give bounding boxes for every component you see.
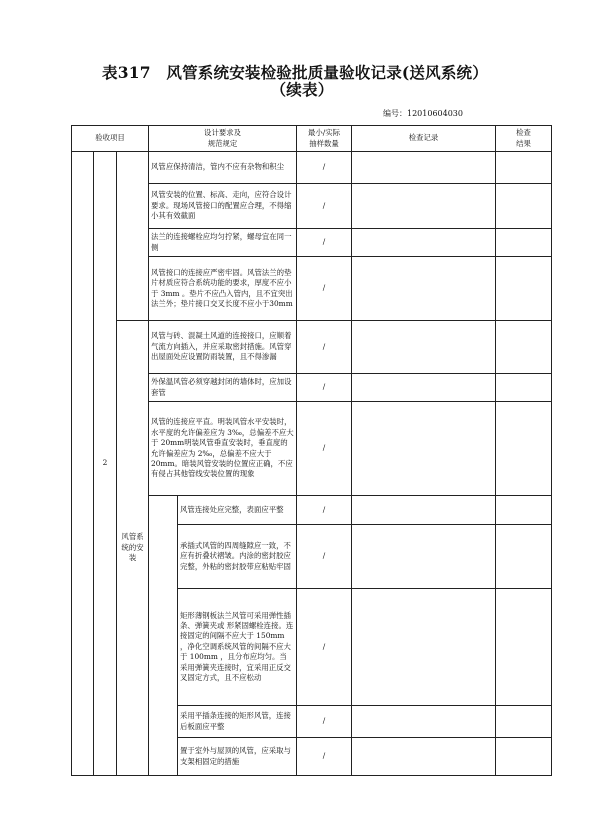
record-cell[interactable] bbox=[352, 229, 496, 257]
inspection-table bbox=[71, 125, 552, 776]
sample-count: / bbox=[297, 257, 352, 321]
sample-count: / bbox=[297, 738, 352, 776]
record-cell[interactable] bbox=[352, 152, 496, 184]
requirement-text: 置于室外与屋顶的风管，应采取与支架相固定的措施 bbox=[178, 738, 297, 776]
record-cell[interactable] bbox=[352, 374, 496, 402]
record-cell[interactable] bbox=[352, 496, 496, 525]
result-cell[interactable] bbox=[496, 402, 552, 496]
page-title bbox=[0, 64, 590, 98]
record-cell[interactable] bbox=[352, 321, 496, 374]
col-record: 检查记录 bbox=[352, 126, 496, 152]
title-line-2: （续表） bbox=[270, 80, 334, 99]
requirement-text: 外保温风管必须穿越封闭的墙体时，应加设套管 bbox=[149, 374, 297, 402]
sample-count: / bbox=[297, 152, 352, 184]
requirement-text: 采用平插条连接的矩形风管，连接后板面应平整 bbox=[178, 706, 297, 738]
result-cell[interactable] bbox=[496, 738, 552, 776]
requirement-text: 风管接口的连接应严密牢固。风管法兰的垫片材质应符合系统功能的要求，厚度不应小于 3mm 。垫片不应凸入管内，且不宜突出法兰外；垫片接口交叉长度不应小于30mm bbox=[149, 257, 297, 321]
result-cell[interactable] bbox=[496, 589, 552, 706]
result-cell[interactable] bbox=[496, 374, 552, 402]
result-cell[interactable] bbox=[496, 257, 552, 321]
code-value: 12010604030 bbox=[407, 109, 463, 118]
result-cell[interactable] bbox=[496, 525, 552, 589]
sample-count: / bbox=[297, 496, 352, 525]
result-cell[interactable] bbox=[496, 152, 552, 184]
record-cell[interactable] bbox=[352, 706, 496, 738]
blank-cell bbox=[149, 496, 178, 776]
record-cell[interactable] bbox=[352, 738, 496, 776]
sample-count: / bbox=[297, 321, 352, 374]
sample-count: / bbox=[297, 402, 352, 496]
sample-count: / bbox=[297, 184, 352, 229]
col-item: 验收项目 bbox=[72, 126, 149, 152]
record-cell[interactable] bbox=[352, 525, 496, 589]
requirement-text: 承插式风管的四周缝隙应一致，不应有折叠状褶皱。内涂的密封胶应完整，外粘的密封胶带应粘贴牢固 bbox=[178, 525, 297, 589]
sample-count: / bbox=[297, 589, 352, 706]
result-cell[interactable] bbox=[496, 706, 552, 738]
blank-cell bbox=[117, 152, 149, 321]
col-result: 检查 结果 bbox=[496, 126, 552, 152]
requirement-text: 风管连接处应完整，表面应平整 bbox=[178, 496, 297, 525]
section-number: 2 bbox=[94, 152, 117, 776]
table-row bbox=[72, 321, 552, 374]
requirement-text: 风管应保持清洁，管内不应有杂物和积尘 bbox=[149, 152, 297, 184]
result-cell[interactable] bbox=[496, 184, 552, 229]
col-design: 设计要求及 规范规定 bbox=[149, 126, 297, 152]
table-row bbox=[72, 152, 552, 184]
form-code bbox=[383, 108, 463, 119]
header-row bbox=[72, 126, 552, 152]
sample-count: / bbox=[297, 706, 352, 738]
record-cell[interactable] bbox=[352, 184, 496, 229]
requirement-text: 风管安装的位置、标高、走向，应符合设计要求。现场风管接口的配置应合理，不得缩小其有效截面 bbox=[149, 184, 297, 229]
blank-cell bbox=[72, 152, 94, 776]
title-line-1: 表317 风管系统安装检验批质量验收记录(送风系统） bbox=[102, 63, 488, 82]
sample-count: / bbox=[297, 374, 352, 402]
record-cell[interactable] bbox=[352, 402, 496, 496]
record-cell[interactable] bbox=[352, 589, 496, 706]
requirement-text: 法兰的连接螺栓应均匀拧紧，螺母宜在同一侧 bbox=[149, 229, 297, 257]
record-cell[interactable] bbox=[352, 257, 496, 321]
sample-count: / bbox=[297, 525, 352, 589]
col-sample: 最小/实际 抽样数量 bbox=[297, 126, 352, 152]
result-cell[interactable] bbox=[496, 496, 552, 525]
sample-count: / bbox=[297, 229, 352, 257]
result-cell[interactable] bbox=[496, 321, 552, 374]
requirement-text: 风管的连接应平直。明装风管水平安装时，水平度的允许偏差应为 3‰，总偏差不应大于 20mm明装风管垂直安装时，垂直度的允许偏差应为 2‰，总偏差不应大于20mm。暗装风管安装的位置应正确，不应有侵占其他管线安装位置的现象 bbox=[149, 402, 297, 496]
section-name: 风管系统的安装 bbox=[117, 321, 149, 776]
requirement-text: 风管与砖、混凝土风道的连接接口，应顺着气流方向插入，并应采取密封措施。风管穿出屋面处应设置防雨装置，且不得渗漏 bbox=[149, 321, 297, 374]
result-cell[interactable] bbox=[496, 229, 552, 257]
requirement-text: 矩形薄钢板法兰风管可采用弹性插条、弹簧夹或 形紧固螺栓连接。连接固定的间隔不应大于 150mm ，净化空调系统风管的间隔不应大于 100mm ，且分布应均匀。当采用弹簧夹连接时，宜采用正反交叉固定方式，且不应松动 bbox=[178, 589, 297, 706]
code-label: 编号： bbox=[383, 109, 407, 118]
